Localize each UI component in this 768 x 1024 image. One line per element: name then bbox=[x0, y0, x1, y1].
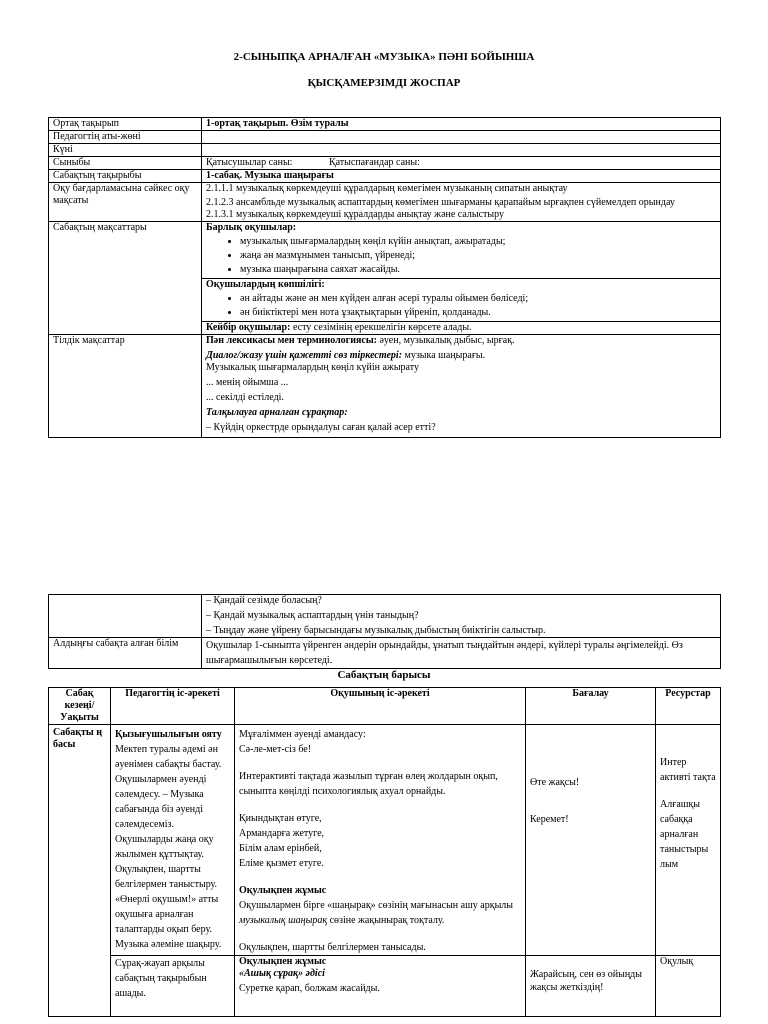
document-title-line2: ҚЫСҚАМЕРЗІМДІ ЖОСПАР bbox=[307, 77, 461, 89]
list-item: • музыкалық шығармалардың көңіл күйін анықтап, ажыратады; bbox=[240, 236, 716, 248]
work-title: Оқулықпен жұмыс bbox=[239, 885, 327, 896]
language-line: Музыкалық шығармалардың көңіл күйін ажырату bbox=[206, 362, 419, 373]
objective-item: 2.1.1.1 музыкалық көркемдеуші құралдарың көмегімен музыканың сипатын анықтау bbox=[206, 183, 568, 194]
lesson-course-table bbox=[48, 687, 721, 1017]
common-topic: 1-ортақ тақырып. Өзім туралы bbox=[202, 118, 721, 131]
student-line: Мұғаліммен әуенді амандасу: bbox=[239, 729, 366, 740]
poem-line: Қиындықтан өтуге, bbox=[239, 813, 322, 824]
student-text: Суретке қарап, болжам жасайды. bbox=[239, 983, 380, 994]
work-text-2: Оқулықпен, шартты белгілермен танысады. bbox=[239, 942, 426, 953]
row-label: Оқу бағдарламасына сәйкес оқу мақсаты bbox=[49, 183, 202, 222]
table-row bbox=[49, 157, 721, 170]
all-students-cell bbox=[202, 222, 721, 279]
teacher-name-value bbox=[202, 131, 721, 144]
teacher-activity: Сұрақ-жауап арқылы сабақтың тақырыбын ашады. bbox=[111, 956, 235, 1017]
poem-line: Армандарға жетуге, bbox=[239, 828, 325, 839]
student-line: Сә-ле-мет-сіз бе! bbox=[239, 744, 312, 755]
resource-text: Интер активті тақта bbox=[660, 757, 716, 783]
discussion-question: – Қандай музыкалық аспаптардың үнін таныдың? bbox=[206, 610, 419, 621]
teacher-activity-text: Мектеп туралы әдемі ән әуенімен сабақты бастау. Оқушылармен әуенді сәлемдесу. – Музыка сабағында біз әуенді сәлемдесеміз. Оқушыларды жаңа оқу жылымен құттықтау. Оқулықпен, шартты белгілермен таныстыру. «Өнерлі оқушым!» атты оқушыға арналған талаптарды оқып беру. Музыка әлеміне шақыру. bbox=[115, 744, 222, 950]
teacher-activity bbox=[111, 725, 235, 956]
table-row bbox=[49, 725, 721, 956]
student-activity bbox=[235, 956, 526, 1017]
discussion-question: – Қандай сезімде боласың? bbox=[206, 595, 322, 606]
prior-knowledge: Оқушылар 1-сыныпта үйренген әндерін орындайды, ұнатып тыңдайтын әндері, күйлері туралы әңгімелейді. Өз шығармашылығын көрсетеді. bbox=[202, 638, 721, 669]
row-label: Күні bbox=[49, 144, 202, 157]
most-students-cell bbox=[202, 279, 721, 322]
column-header: Бағалау bbox=[526, 688, 656, 725]
table-row bbox=[49, 222, 721, 279]
table-row bbox=[49, 335, 721, 438]
poem-line: Білім алам ерінбей, bbox=[239, 843, 322, 854]
discussion-question: – Күйдің оркестрде орындалуы саған қалай әсер етті? bbox=[206, 422, 436, 433]
evaluation-text: Керемет! bbox=[530, 814, 569, 825]
most-students-label: Оқушылардың көпшілігі: bbox=[206, 279, 325, 290]
stage-cell: Сабақты ң басы bbox=[49, 725, 111, 1017]
row-label: Сыныбы bbox=[49, 157, 202, 170]
all-students-list bbox=[206, 236, 716, 276]
language-line: ... менің ойымша ... bbox=[206, 377, 289, 388]
poem-line: Еліме қызмет етуге. bbox=[239, 858, 324, 869]
table-row bbox=[49, 170, 721, 183]
date-value bbox=[202, 144, 721, 157]
row-label: Педагогтің аты-жөні bbox=[49, 131, 202, 144]
column-header: Оқушының іс-әрекеті bbox=[235, 688, 526, 725]
column-header: Ресурстар bbox=[656, 688, 721, 725]
list-item: • ән айтады және ән мен күйден алған әсері туралы ойымен бөліседі; bbox=[240, 293, 716, 305]
lexicon-text: әуен, музыкалық дыбыс, ырғақ. bbox=[376, 335, 515, 346]
list-item: • ән биіктіктері мен нота ұзақтықтарын үйреніп, қолданады. bbox=[240, 307, 716, 319]
column-header: Сабақ кезеңі/ Уақыты bbox=[49, 688, 111, 725]
evaluation bbox=[526, 725, 656, 956]
row-label: Ортақ тақырып bbox=[49, 118, 202, 131]
table-row bbox=[49, 118, 721, 131]
resources bbox=[656, 725, 721, 956]
discussion-question: – Тыңдау және үйрену барысындағы музыкалық дыбыстың биіктігін салыстыр. bbox=[206, 625, 546, 636]
list-item: • музыка шаңырағына саяхат жасайды. bbox=[240, 264, 716, 276]
some-students-cell bbox=[202, 322, 721, 335]
resources: Оқулық bbox=[656, 956, 721, 1017]
attendance-cell bbox=[202, 157, 721, 170]
empty-label-cell bbox=[49, 595, 202, 638]
evaluation: Жарайсың, сен өз ойыңды жақсы жеткіздің! bbox=[526, 956, 656, 1017]
dialog-label: Диалог/жазу үшін қажетті сөз тіркестері: bbox=[206, 350, 403, 361]
plan-header-table bbox=[48, 117, 721, 438]
discussion-continued bbox=[202, 595, 721, 638]
document-title-line1: 2-СЫНЫПҚА АРНАЛҒАН «МУЗЫКА» ПӘНІ БОЙЫНША bbox=[233, 51, 535, 63]
evaluation-text: Өте жақсы! bbox=[530, 777, 580, 788]
absent-label: Қатыспағандар саны: bbox=[328, 157, 420, 168]
table-row bbox=[49, 956, 721, 1017]
objective-item: 2.1.3.1 музыкалық көркемдеуші құралдарды анықтау және салыстыру bbox=[206, 209, 504, 220]
resource-text: Алғашқы сабаққа арналған таныстыры лым bbox=[660, 799, 709, 870]
lexicon-label: Пән лексикасы мен терминологиясы: bbox=[206, 335, 377, 346]
learning-objectives bbox=[202, 183, 721, 222]
table-header-row bbox=[49, 688, 721, 725]
table-row bbox=[49, 183, 721, 222]
row-label: Тілдік мақсаттар bbox=[49, 335, 202, 438]
present-label: Қатысушылар саны: bbox=[206, 157, 293, 168]
table-row bbox=[49, 144, 721, 157]
dialog-text: музыка шаңырағы. bbox=[402, 350, 486, 361]
teacher-activity-title: Қызығушылығын ояту bbox=[115, 729, 222, 740]
some-students-text: есту сезімінің ерекшелігін көрсете алады. bbox=[290, 322, 472, 333]
table-row bbox=[49, 131, 721, 144]
lesson-topic: 1-сабақ. Музыка шаңырағы bbox=[202, 170, 721, 183]
student-activity bbox=[235, 725, 526, 956]
language-line: ... секілді естіледі. bbox=[206, 392, 284, 403]
row-label: Алдыңғы сабақта алған білім bbox=[49, 638, 202, 669]
discussion-label: Талқылауға арналған сұрақтар: bbox=[206, 407, 348, 418]
work-text: Оқушылармен бірге «шаңырақ» сөзінің мағынасын ашу арқылы музыкалық шаңырақ сөзіне жақынырақ тоқталу. bbox=[239, 900, 514, 926]
language-goals-cell bbox=[202, 335, 721, 438]
list-item: • жаңа ән мазмұнымен танысып, үйренеді; bbox=[240, 250, 716, 262]
most-students-list bbox=[206, 293, 716, 319]
some-students-label: Кейбір оқушылар: bbox=[206, 322, 291, 333]
student-activity-title: Оқулықпен жұмыс bbox=[239, 956, 327, 967]
student-text: Интерактивті тақтада жазылып тұрған өлең жолдарын оқып, сыныпта көңілді психологиялық ахуал орнайды. bbox=[239, 771, 498, 797]
course-title: Сабақтың барысы bbox=[337, 669, 431, 681]
objective-item: 2.1.2.3 ансамбльде музыкалық аспаптардың көмегімен шығарманы қарапайым ырғақпен сүйемелдеп орындау bbox=[206, 197, 675, 208]
table-row bbox=[49, 595, 721, 638]
all-students-label: Барлық оқушылар: bbox=[206, 222, 297, 233]
row-label: Сабақтың мақсаттары bbox=[49, 222, 202, 335]
method-name: «Ашық сұрақ» әдісі bbox=[239, 968, 325, 979]
column-header: Педагогтің іс-әрекеті bbox=[111, 688, 235, 725]
row-label: Сабақтың тақырыбы bbox=[49, 170, 202, 183]
continuation-table bbox=[48, 594, 721, 669]
table-row bbox=[49, 638, 721, 669]
